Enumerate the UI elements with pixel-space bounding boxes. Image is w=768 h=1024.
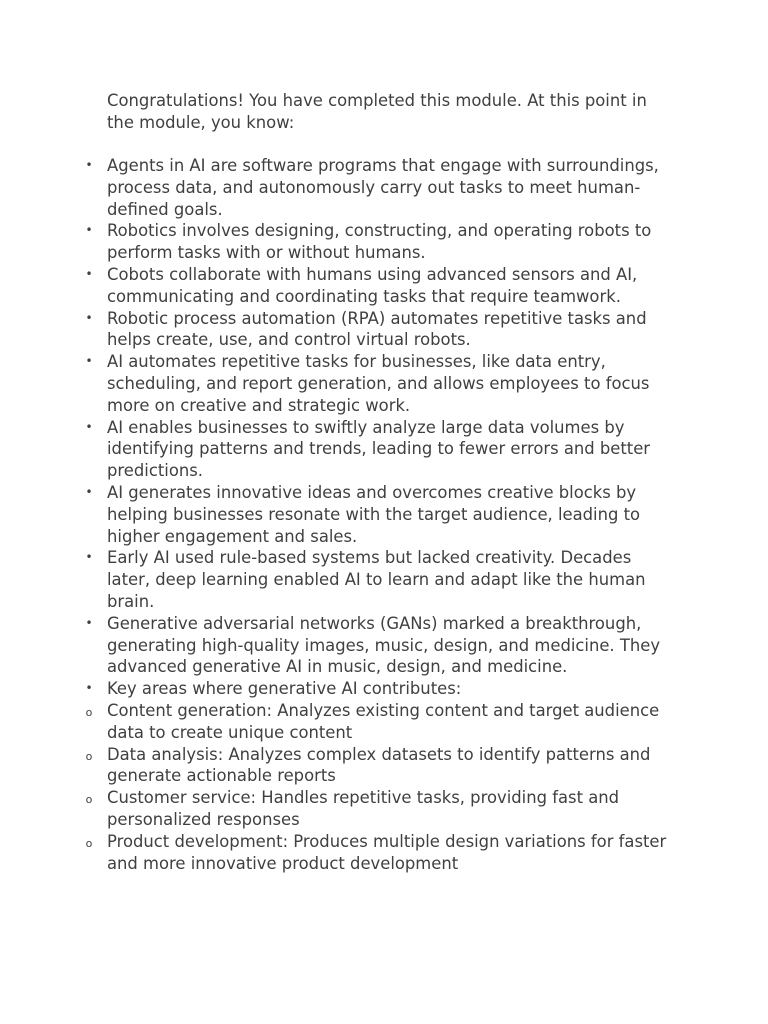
list-item-text: Robotic process automation (RPA) automates repetitive tasks and helps create, use, and control virtual robots. [107, 308, 647, 350]
list-item-text: Robotics involves designing, constructing, and operating robots to perform tasks with or without humans. [107, 221, 652, 263]
list-item-text: Cobots collaborate with humans using advanced sensors and AI, communicating and coordinating tasks that require teamwork. [107, 264, 638, 306]
list-item [0, 155, 667, 220]
bullet-icon: • [85, 223, 93, 238]
list-item [0, 264, 667, 308]
bullet-icon: • [85, 354, 93, 369]
list-item-text: AI generates innovative ideas and overcomes creative blocks by helping businesses resonate with the target audience, leading to higher engagement and sales. [107, 482, 641, 546]
circle-bullet-icon: o [85, 749, 93, 763]
summary-list [0, 155, 768, 874]
list-item-text: Product development: Produces multiple design variations for faster and more innovative product development [107, 831, 667, 873]
list-item-text: Customer service: Handles repetitive tasks, providing fast and personalized responses [107, 788, 620, 829]
list-item-text: Key areas where generative AI contributes: [107, 679, 462, 699]
list-item [0, 831, 667, 875]
list-item [0, 220, 667, 264]
bullet-icon: • [85, 266, 93, 281]
list-item [0, 787, 667, 831]
list-item-text: Content generation: Analyzes existing content and target audience data to create unique content [107, 700, 660, 742]
list-item [0, 613, 667, 678]
list-item-text: Generative adversarial networks (GANs) marked a breakthrough, generating high-quality images, music, design, and medicine. They advanced generative AI in music, design, and medicine. [107, 613, 661, 677]
intro-paragraph: Congratulations! You have completed this module. At this point in the module, you know: [107, 91, 647, 132]
list-item [0, 351, 667, 416]
list-item [0, 744, 667, 788]
bullet-icon: • [85, 681, 93, 696]
circle-bullet-icon: o [85, 836, 93, 850]
list-item [0, 678, 667, 700]
bullet-icon: • [85, 615, 93, 630]
list-item-text: Agents in AI are software programs that engage with surroundings, process data, and autonomously carry out tasks to meet human-defined goals. [107, 156, 659, 219]
bullet-icon: • [85, 419, 93, 434]
list-item [0, 482, 667, 547]
bullet-icon: • [85, 550, 93, 565]
list-item [0, 547, 667, 612]
bullet-icon: • [85, 484, 93, 499]
circle-bullet-icon: o [85, 705, 93, 719]
bullet-icon: • [85, 310, 93, 325]
bullet-icon: • [85, 158, 93, 172]
list-item-text: Early AI used rule-based systems but lacked creativity. Decades later, deep learning enabled AI to learn and adapt like the human brain. [107, 548, 646, 611]
list-item-text: AI automates repetitive tasks for businesses, like data entry, scheduling, and report generation, and allows employees to focus more on creative and strategic work. [107, 352, 650, 415]
list-item-text: Data analysis: Analyzes complex datasets to identify patterns and generate actionable reports [107, 744, 651, 786]
list-item [0, 700, 667, 744]
list-item [0, 308, 667, 352]
circle-bullet-icon: o [85, 793, 93, 807]
list-item-text: AI enables businesses to swiftly analyze large data volumes by identifying patterns and trends, leading to fewer errors and better predictions. [107, 417, 651, 481]
list-item [0, 417, 667, 482]
